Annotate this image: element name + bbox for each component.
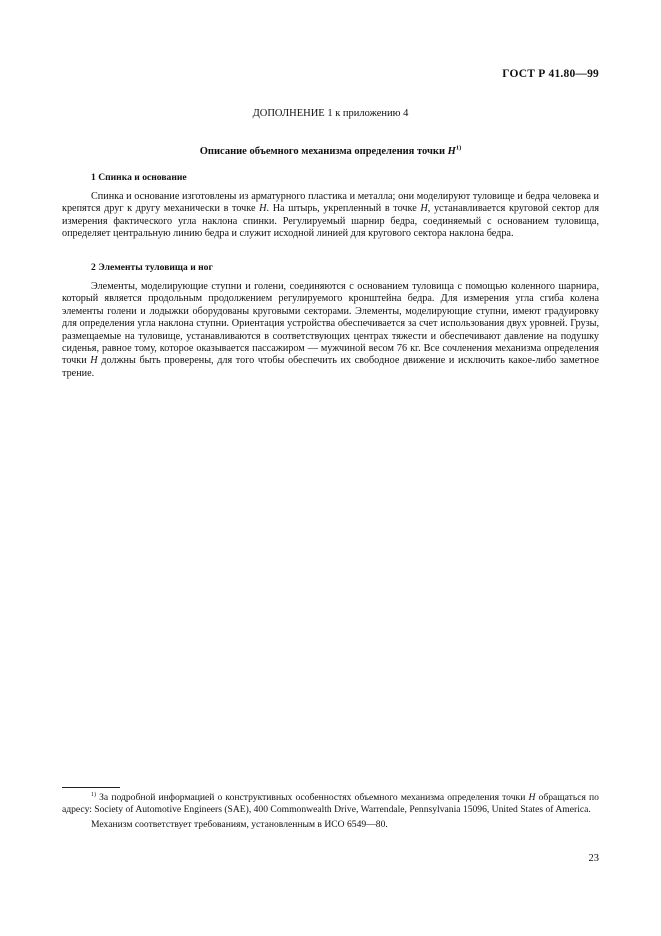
text-segment: , устанавливается круговой сектор для измерения фактического угла наклона спинки. Регулируемый шарнир бедра, соединяемый с основанием туловища, определяет центральную линию бедра и служит исходной линией для кругового сектора наклона бедра. (62, 203, 600, 240)
text-segment: обращаться по адресу: Society of Automotive Engineers (SAE), 400 Commonwealth Drive, Warrendale, Pennsylvania 15096, United States of America. (62, 792, 599, 816)
title-point-letter: H (447, 146, 456, 157)
title-text: Описание объемного механизма определения точки (199, 146, 448, 157)
section-heading-1: 1 Спинка и основание (91, 172, 187, 183)
document-title (0, 146, 661, 157)
title-footnote-mark: 1) (455, 144, 462, 152)
text-segment: Элементы, моделирующие ступни и голени, соединяются с основанием туловища с помощью коленного шарнира, который является продольным продолжением регулируемого кронштейна бедра. Для измерения угла сгиба колена элементы голени и лодыжки оборудованы круговыми секторами. Элементы, моделирующие ступни, имеют градуировку для определения угла наклона ступни. Ориентация устройства обеспечивается за счет использования двух уровней. Грузы, размещаемые на туловище, устанавливаются в соответствующих центрах тяжести и обеспечивают давление на подушку сиденья, равное тому, которое оказывается пассажиром — мужчиной весом 76 кг. Все сочленения механизма определения точки (62, 281, 599, 367)
text-segment: должны быть проверены, для того чтобы обеспечить их свободное движение и исключить какое-либо заметное трение. (62, 355, 599, 379)
text-segment: . На штырь, укрепленный в точке (266, 203, 421, 215)
footnote-mark: 1) (91, 791, 96, 798)
text-segment: За подробной информацией о конструктивных особенностях объемного механизма определения точки (96, 792, 529, 803)
section-body-2 (62, 281, 599, 380)
compliance-note: Механизм соответствует требованиям, установленным в ИСО 6549—80. (91, 819, 388, 831)
supplement-title: ДОПОЛНЕНИЕ 1 к приложению 4 (252, 108, 409, 119)
text-segment: Спинка и основание изготовлены из арматурного пластика и металла; они моделируют туловище и бедра человека и крепятся друг к другу механически в точке (62, 191, 599, 215)
section-body-1 (62, 191, 599, 241)
standard-number: ГОСТ Р 41.80—99 (502, 68, 599, 80)
footnote-separator (62, 787, 120, 788)
point-letter: H (420, 203, 428, 215)
footnote (62, 792, 599, 832)
page-number: 23 (588, 853, 599, 864)
point-letter: H (528, 792, 536, 803)
point-letter: H (259, 203, 267, 215)
section-heading-2: 2 Элементы туловища и ног (91, 262, 213, 273)
point-letter: H (90, 355, 98, 367)
